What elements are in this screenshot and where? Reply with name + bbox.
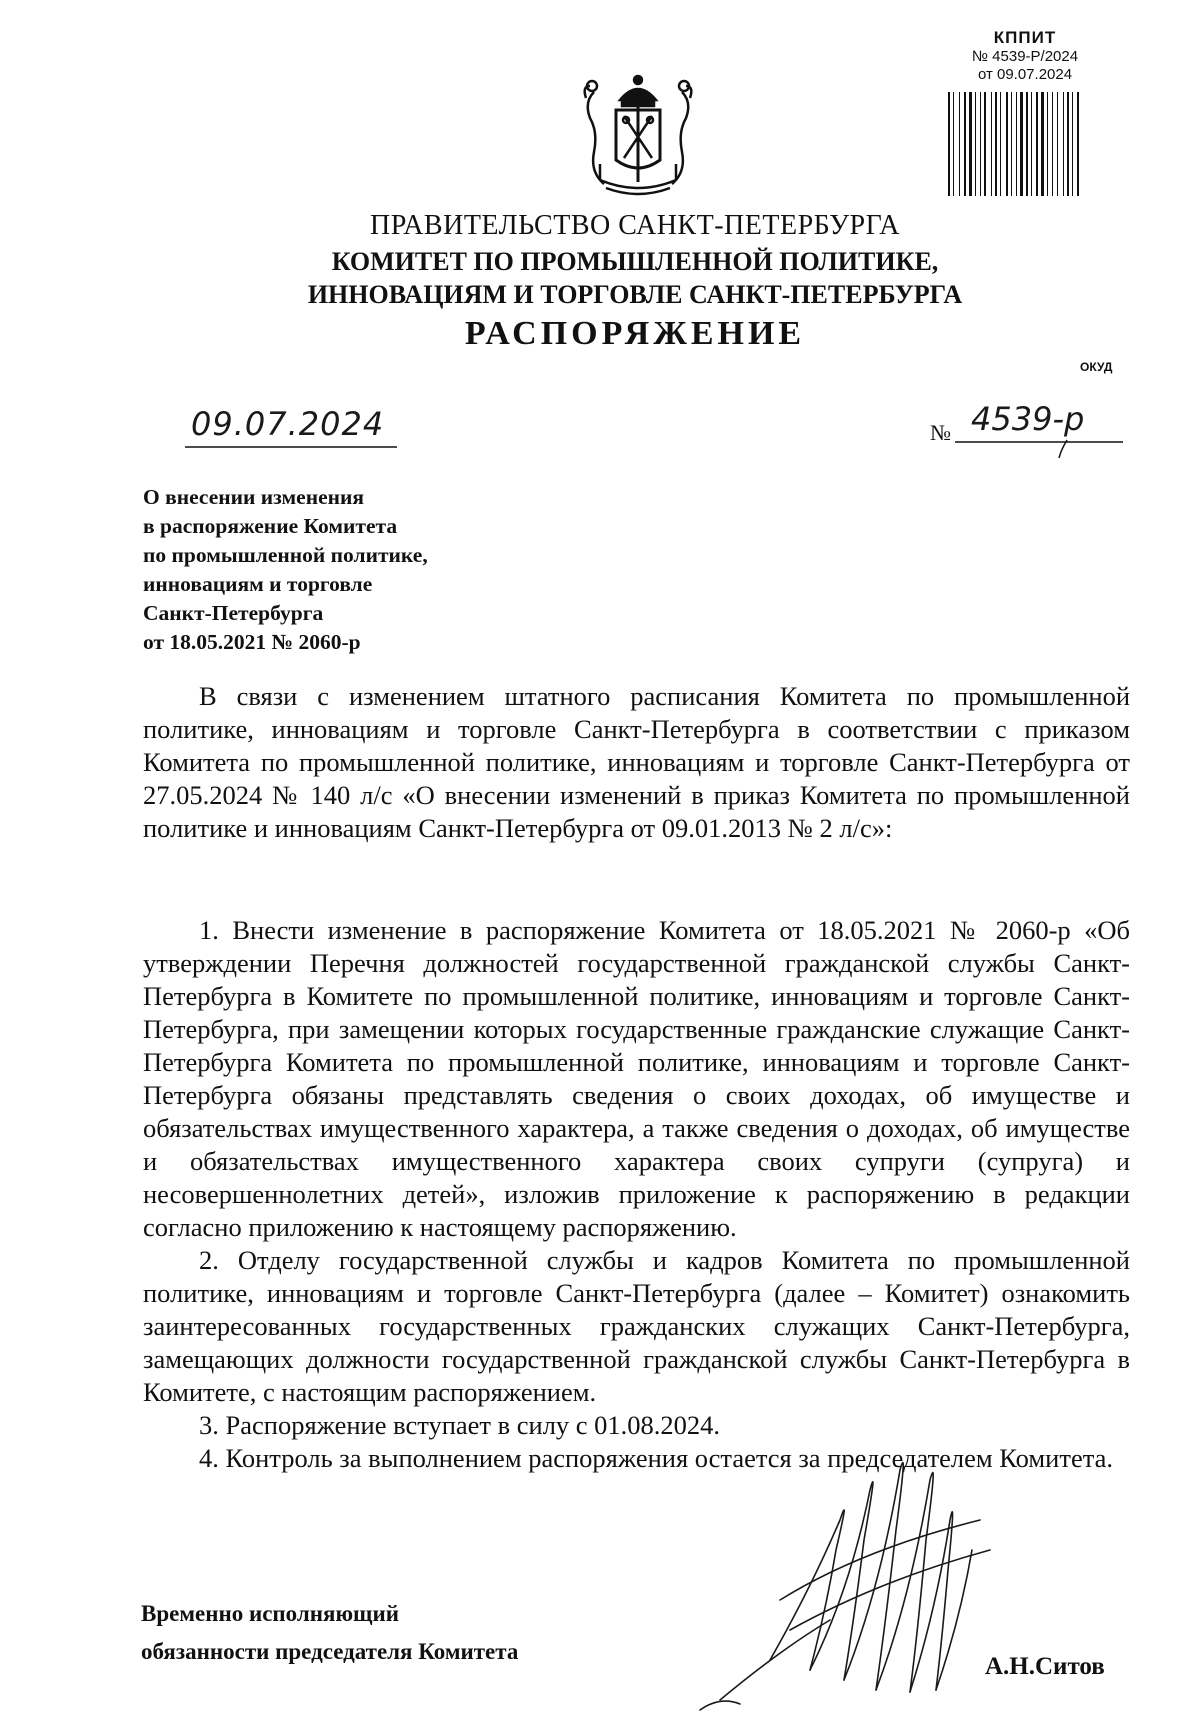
- barcode-bar: [1057, 92, 1058, 196]
- signer-position: [141, 1595, 518, 1671]
- stamp-date: от 09.07.2024: [977, 66, 1073, 83]
- preamble-paragraph: В связи с изменением штатного расписания Комитета по промышленной политике, инновациям и торговле Санкт-Петербурга в соответствии с приказом Комитета по промышленной политике, инновациям и торговле Санкт-Петербурга от 27.05.2024 № 140 л/с «О внесении изменений в приказ Комитета по промышленной политике и инновациям Санкт-Петербурга от 09.01.2013 № 2 л/с»:: [143, 681, 1130, 843]
- signer-position-line1: Временно исполняющий: [141, 1601, 399, 1626]
- barcode-bar: [991, 92, 992, 196]
- barcode-bar: [975, 92, 976, 196]
- stamp-title: КППИТ: [993, 28, 1057, 47]
- committee-name-line1: КОМИТЕТ ПО ПРОМЫШЛЕННОЙ ПОЛИТИКЕ,: [331, 247, 939, 276]
- barcode-bar: [1006, 92, 1008, 196]
- signer-name: А.Н.Ситов: [985, 1653, 1105, 1680]
- government-name: ПРАВИТЕЛЬСТВО САНКТ-ПЕТЕРБУРГА: [370, 210, 900, 241]
- subject-line: в распоряжение Комитета: [143, 514, 398, 538]
- barcode-bar: [1052, 92, 1053, 196]
- barcode-bar: [1000, 92, 1001, 196]
- document-subject: [143, 483, 563, 657]
- order-item-1: 1. Внести изменение в распоряжение Комитета от 18.05.2021 № 2060-р «Об утверждении Перечня должностей государственной гражданской службы Санкт-Петербурга в Комитете по промышленной политике, инновациям и торговле Санкт-Петербурга, при замещении которых государственные гражданские служащие Санкт-Петербурга Комитета по промышленной политике, инновациям и торговле Санкт-Петербурга обязаны представлять сведения о своих доходах, об имуществе и обязательствах имущественного характера, а также сведения о доходах, об имуществе и обязательствах имущественного характера своих супруги (супруга) и несовершеннолетних детей», изложив приложение к распоряжению в редакции согласно приложению к настоящему распоряжению.: [143, 915, 1130, 1242]
- barcode-bar: [964, 92, 966, 196]
- barcode-bar: [948, 92, 950, 196]
- barcode-bar: [1041, 92, 1044, 196]
- subject-line: Санкт-Петербурга: [143, 601, 324, 625]
- document-number: [955, 400, 1125, 460]
- date-underline: [185, 405, 400, 449]
- order-items: [143, 914, 1130, 1475]
- barcode-bar: [1067, 92, 1069, 196]
- order-item-2: 2. Отделу государственной службы и кадров Комитета по промышленной политике, инновациям и торговле Санкт-Петербурга (далее – Комитет) ознакомить заинтересованных государственных гражданских служащих Санкт-Петербурга, замещающих должности государственной гражданской службы Санкт-Петербурга в Комитете, с настоящим распоряжением.: [143, 1245, 1130, 1407]
- number-sign: №: [930, 420, 951, 445]
- barcode-bar: [995, 92, 997, 196]
- subject-line: по промышленной политике,: [143, 543, 428, 567]
- subject-line: инновациям и торговле: [143, 572, 373, 596]
- committee-name-line2: ИННОВАЦИЯМ И ТОРГОВЛЕ САНКТ-ПЕТЕРБУРГА: [307, 280, 963, 309]
- handwritten-date: 09.07.2024: [191, 405, 385, 443]
- barcode-bar: [1031, 92, 1032, 196]
- barcode-bar: [1016, 92, 1017, 196]
- barcode-bar: [1011, 92, 1012, 196]
- barcode-bar: [959, 92, 960, 196]
- number-underline: [955, 400, 1125, 460]
- barcode: [948, 92, 1108, 196]
- stamp-number: № 4539-Р/2024: [971, 48, 1079, 65]
- signer-position-line2: обязанности председателя Комитета: [141, 1639, 519, 1664]
- subject-line: О внесении изменения: [143, 485, 365, 509]
- registration-stamp: [930, 28, 1120, 178]
- barcode-bar: [969, 92, 972, 196]
- order-item-4: 4. Контроль за выполнением распоряжения остается за председателем Комитета.: [199, 1443, 1113, 1473]
- document-type: РАСПОРЯЖЕНИЕ: [464, 315, 806, 352]
- barcode-bar: [1026, 92, 1028, 196]
- document-date: [185, 405, 400, 445]
- preamble: [143, 680, 1130, 845]
- barcode-bar: [1077, 92, 1079, 196]
- barcode-bar: [1036, 92, 1038, 196]
- barcode-bar: [953, 92, 954, 196]
- okud-label: ОКУД: [1080, 360, 1113, 374]
- barcode-bar: [1047, 92, 1048, 196]
- subject-line: от 18.05.2021 № 2060-р: [143, 630, 361, 654]
- coat-of-arms-icon: [580, 72, 696, 202]
- barcode-bar: [984, 92, 986, 196]
- barcode-bar: [1020, 92, 1023, 196]
- order-item-3: 3. Распоряжение вступает в силу с 01.08.2024.: [199, 1410, 721, 1440]
- barcode-bar: [1072, 92, 1073, 196]
- handwritten-number: 4539-р: [971, 400, 1085, 438]
- barcode-bar: [1063, 92, 1064, 196]
- barcode-bar: [980, 92, 981, 196]
